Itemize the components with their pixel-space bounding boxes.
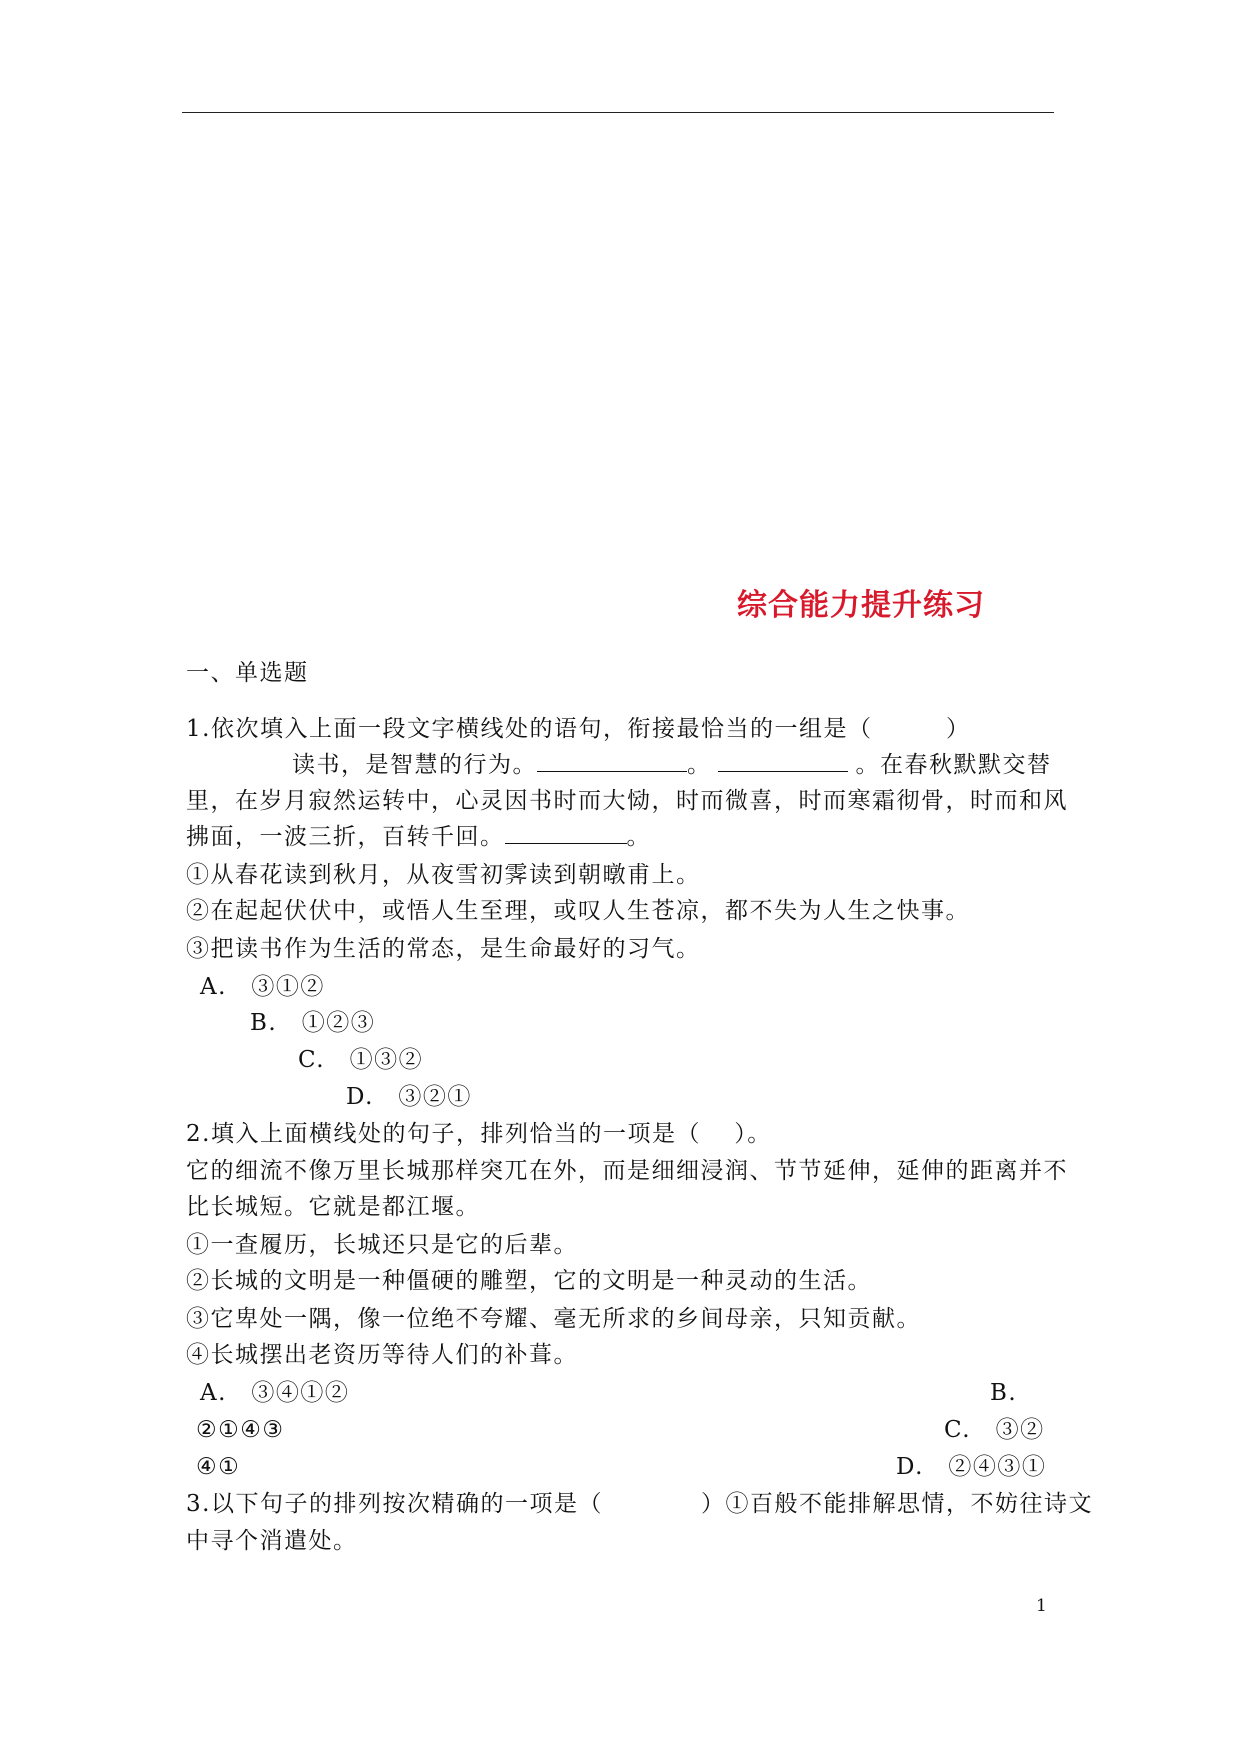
- q2-option-c-value[interactable]: ④①: [196, 1454, 241, 1480]
- q1-item-2: ②在起起伏伏中，或悟人生至理，或叹人生苍凉，都不失为人生之快事。: [186, 898, 970, 924]
- q2-item-3: ③它卑处一隅，像一位绝不夸耀、毫无所求的乡间母亲，只知贡献。: [186, 1306, 921, 1332]
- page-number: 1: [1036, 1596, 1047, 1616]
- q1-blank-2: [718, 749, 848, 772]
- q1-option-b[interactable]: B. ①②③: [250, 1010, 376, 1036]
- q1-option-a[interactable]: A. ③①②: [200, 974, 325, 1000]
- q1-option-c[interactable]: C. ①③②: [298, 1047, 424, 1073]
- q1-item-1: ①从春花读到秋月，从夜雪初霁读到朝暾甫上。: [186, 862, 701, 888]
- q1-passage-start: 读书，是智慧的行为。: [292, 752, 537, 778]
- q2-passage-line1: 它的细流不像万里长城那样突兀在外，而是细细浸润、节节延伸，延伸的距离并不: [186, 1158, 1068, 1184]
- q1-blank-3: [505, 821, 627, 844]
- q2-passage-line2: 比长城短。它就是都江堰。: [186, 1194, 480, 1220]
- q1-option-d[interactable]: D. ③②①: [346, 1084, 472, 1110]
- q3-line1: 3.以下句子的排列按次精确的一项是（ ）①百般不能排解思情，不妨往诗文: [186, 1491, 1093, 1517]
- q2-option-a[interactable]: A. ③④①②: [200, 1380, 350, 1406]
- page-title: 综合能力提升练习: [737, 588, 985, 623]
- q1-passage-line1: [292, 748, 1052, 782]
- q1-sep1: 。: [687, 752, 712, 778]
- q2-option-d[interactable]: D. ②④③①: [896, 1454, 1047, 1480]
- q1-passage-line3-start: 拂面，一波三折，百转千回。: [186, 824, 505, 850]
- q3-line2: 中寻个消遣处。: [186, 1528, 358, 1554]
- q1-passage-line3-end: 。: [626, 824, 651, 850]
- q1-passage-line2: 里，在岁月寂然运转中，心灵因书时而大恸，时而微喜，时而寒霜彻骨，时而和风: [186, 788, 1068, 814]
- q1-stem: 1.依次填入上面一段文字横线处的语句，衔接最恰当的一组是（ ）: [186, 716, 971, 742]
- q1-item-3: ③把读书作为生活的常态，是生命最好的习气。: [186, 936, 701, 962]
- q2-option-c-label[interactable]: C. ③②: [944, 1417, 1045, 1443]
- q2-item-4: ④长城摆出老资历等待人们的补葺。: [186, 1342, 578, 1368]
- q1-passage-line3: [186, 820, 651, 854]
- q2-item-2: ②长城的文明是一种僵硬的雕塑，它的文明是一种灵动的生活。: [186, 1268, 872, 1294]
- q2-stem: 2.填入上面横线处的句子，排列恰当的一项是（ ）。: [186, 1121, 772, 1147]
- section-heading: 一、单选题: [186, 660, 309, 686]
- header-rule: [182, 112, 1054, 113]
- q2-item-1: ①一查履历，长城还只是它的后辈。: [186, 1232, 578, 1258]
- q2-option-b-label[interactable]: B.: [990, 1380, 1018, 1406]
- q1-blank-1: [537, 749, 687, 772]
- q1-sep2: 。在春秋默默交替: [855, 752, 1052, 778]
- q2-option-b-value[interactable]: ②①④③: [196, 1417, 285, 1443]
